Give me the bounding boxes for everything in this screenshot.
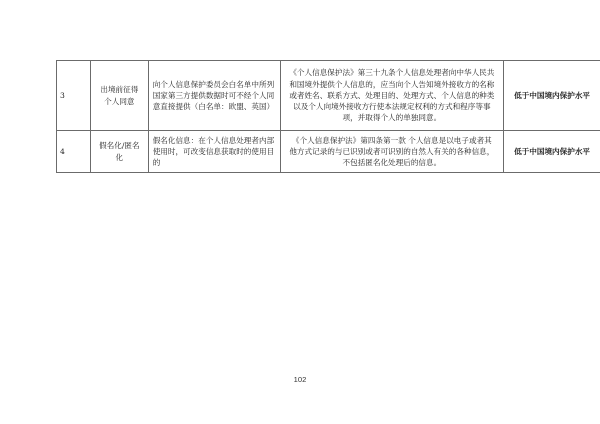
protection-level-cell: 低于中国境内保护水平 <box>504 61 600 131</box>
item-name: 出境前征得个人同意 <box>100 85 139 106</box>
protection-level-cell: 低于中国境内保护水平 <box>504 131 600 173</box>
law-cell: 《个人信息保护法》第四条第一款 个人信息是以电子或者其他方式记录的与已识别或者可识别的自然人有关的各种信息，不包括匿名化处理后的信息。 <box>280 131 504 173</box>
row-number: 4 <box>57 131 91 173</box>
description-cell: 向个人信息保护委员会白名单中所列国家第三方提供数据时可不经个人同意直接提供（白名单：欧盟、英国） <box>148 61 280 131</box>
table-row <box>57 131 600 173</box>
row-number: 3 <box>57 61 91 131</box>
item-name-cell <box>91 131 149 173</box>
description-cell: 假名化信息：在个人信息处理者内部使用时，可改变信息获取时的使用目的 <box>148 131 280 173</box>
comparison-table <box>56 60 600 173</box>
item-name-cell <box>91 61 149 131</box>
law-cell: 《个人信息保护法》第三十九条个人信息处理者向中华人民共和国境外提供个人信息的，应当向个人告知境外接收方的名称或者姓名、联系方式、处理目的、处理方式、个人信息的种类以及个人向境外接收方行使本法规定权利的方式和程序等事项，并取得个人的单独同意。 <box>280 61 504 131</box>
item-name: 假名化/匿名化 <box>99 141 140 162</box>
page-number: 102 <box>293 375 307 384</box>
table-row <box>57 61 600 131</box>
